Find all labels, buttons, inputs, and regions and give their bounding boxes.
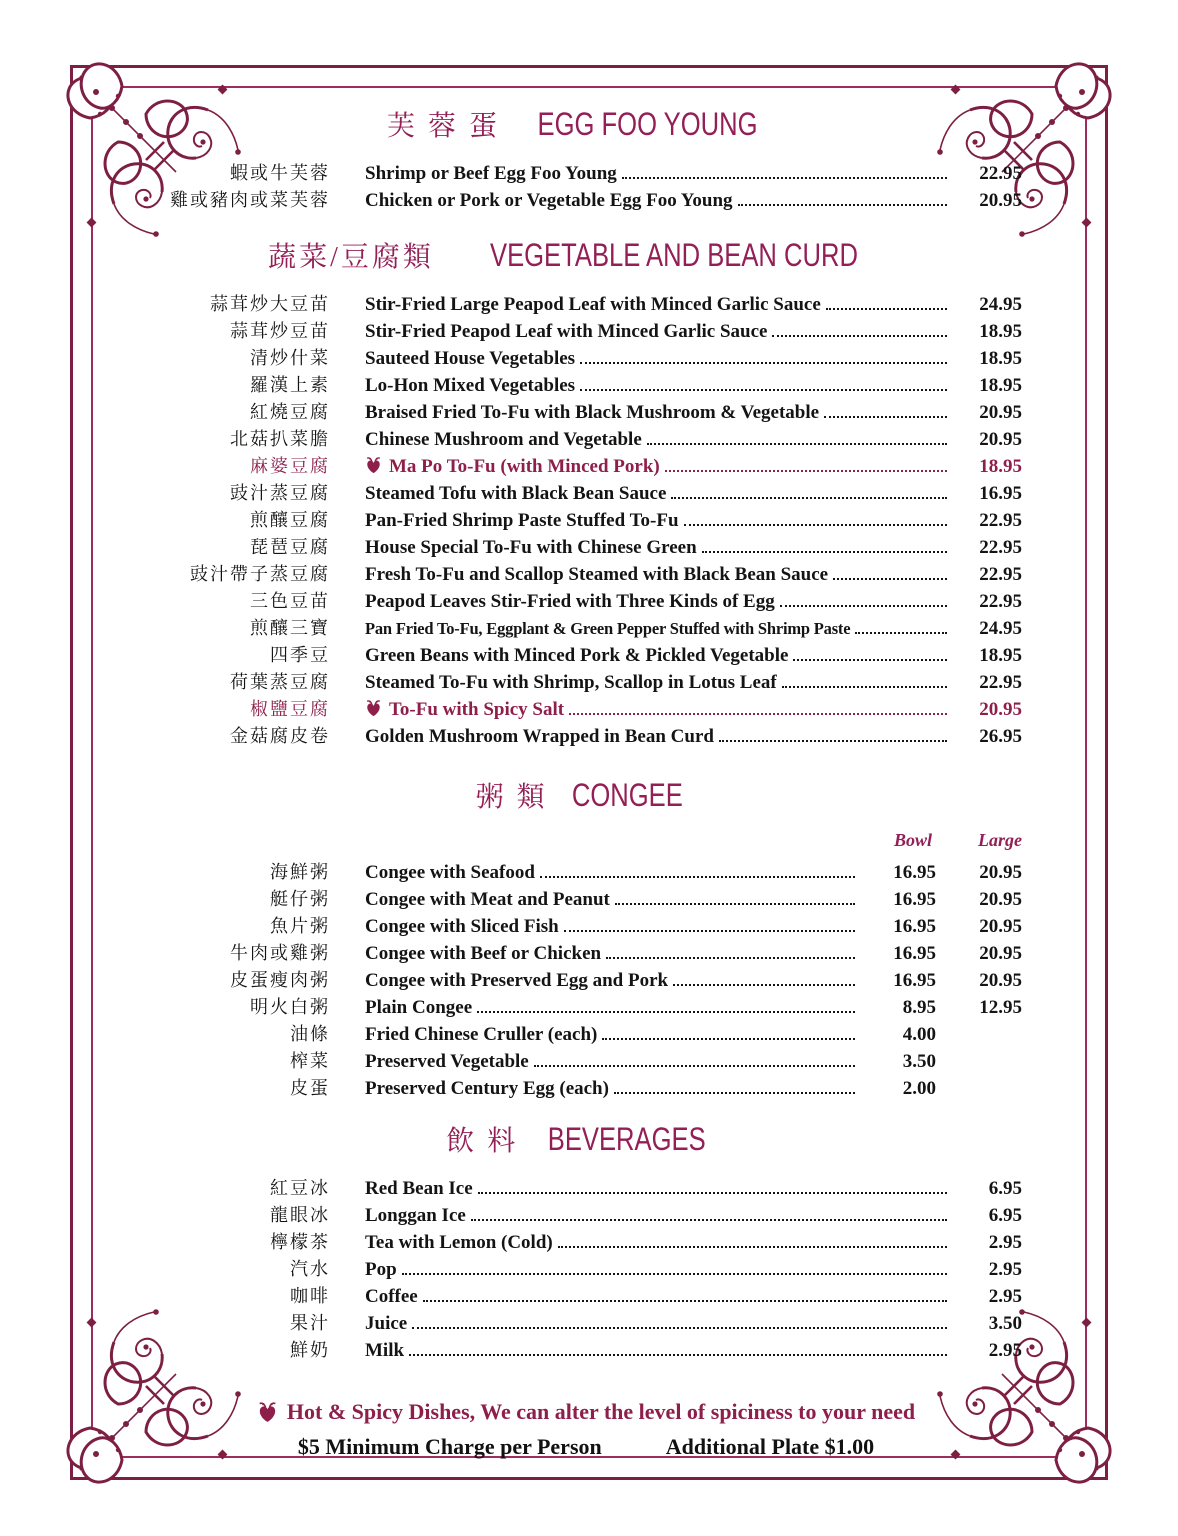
item-name-en: Ma Po To-Fu (with Minced Pork) [389, 456, 660, 477]
menu-content [150, 104, 1022, 1460]
dot-leader [782, 686, 947, 688]
item-name-en: Sauteed House Vegetables [365, 348, 576, 369]
item-price: 2.95 [988, 1340, 1022, 1361]
item-price: 6.95 [988, 1205, 1022, 1226]
menu-item-row [150, 722, 1022, 749]
dot-leader [580, 362, 947, 364]
item-name-zh: 檸檬茶 [270, 1232, 330, 1252]
menu-item-row [150, 885, 1022, 912]
item-name-zh: 咖啡 [290, 1286, 330, 1306]
section-title-zh: 飲 料 [446, 1126, 519, 1157]
item-name-en: Braised Fried To-Fu with Black Mushroom & Vegetable [365, 402, 820, 423]
item-name-en: Congee with Beef or Chicken [365, 943, 602, 964]
dot-leader [540, 876, 855, 878]
item-price-bowl: 16.95 [893, 862, 936, 883]
item-name-en: Coffee [365, 1286, 418, 1307]
dot-leader [478, 1192, 947, 1194]
menu-item-row [150, 317, 1022, 344]
menu-item-row [150, 1201, 1022, 1228]
item-price-bowl: 16.95 [893, 916, 936, 937]
item-name-zh: 豉汁帶子蒸豆腐 [190, 564, 330, 584]
item-price-large: 20.95 [979, 943, 1022, 964]
item-name-en: Preserved Vegetable [365, 1051, 529, 1072]
menu-item-row [150, 858, 1022, 885]
item-price-large: 20.95 [979, 862, 1022, 883]
menu-item-row [150, 159, 1022, 186]
menu-item-row [150, 371, 1022, 398]
dot-leader [569, 713, 947, 715]
item-price: 2.95 [988, 1286, 1022, 1307]
dot-leader [558, 1246, 947, 1248]
dot-leader [423, 1300, 947, 1302]
item-name-zh: 三色豆苗 [250, 591, 330, 611]
item-name-en: Red Bean Ice [365, 1178, 473, 1199]
item-name-en: Lo-Hon Mixed Vegetables [365, 375, 576, 396]
dot-leader [606, 957, 855, 959]
item-name-en: Steamed To-Fu with Shrimp, Scallop in Lotus Leaf [365, 672, 777, 693]
menu-item-row [150, 614, 1022, 641]
item-name-zh: 油條 [290, 1024, 330, 1044]
menu-item-row [150, 1228, 1022, 1255]
item-price: 18.95 [979, 375, 1022, 396]
dot-leader [671, 497, 947, 499]
item-name-en: Fried Chinese Cruller (each) [365, 1024, 598, 1045]
item-name-zh: 紅燒豆腐 [250, 402, 330, 422]
spicy-dishes-note [150, 1399, 1022, 1425]
section-title-zh: 芙 蓉 蛋 [386, 111, 500, 142]
item-name-zh: 蒜茸炒豆苗 [230, 321, 330, 341]
item-name-en: Plain Congee [365, 997, 473, 1018]
dot-leader [614, 1092, 855, 1094]
item-price: 26.95 [979, 726, 1022, 747]
item-name-zh: 琵琶豆腐 [250, 537, 330, 557]
dot-leader [412, 1327, 947, 1329]
dot-leader [402, 1273, 947, 1275]
item-name-en: Fresh To-Fu and Scallop Steamed with Black Bean Sauce [365, 564, 829, 585]
dot-leader [719, 740, 947, 742]
menu-section-beverages [150, 1119, 1022, 1363]
item-price: 22.95 [979, 537, 1022, 558]
menu-item-row [150, 1282, 1022, 1309]
item-price-bowl: 3.50 [902, 1051, 936, 1072]
item-price: 24.95 [979, 618, 1022, 639]
dot-leader [665, 470, 947, 472]
menu-item-row [150, 912, 1022, 939]
item-price: 20.95 [979, 699, 1022, 720]
dot-leader [684, 524, 947, 526]
item-name-en: Golden Mushroom Wrapped in Bean Curd [365, 726, 714, 747]
item-name-zh: 清炒什菜 [250, 348, 330, 368]
item-price: 22.95 [979, 510, 1022, 531]
item-price-large: 20.95 [979, 970, 1022, 991]
item-name-en: Chicken or Pork or Vegetable Egg Foo Young [365, 190, 733, 211]
dot-leader [580, 389, 947, 391]
item-name-en: Milk [365, 1340, 405, 1361]
item-price: 18.95 [979, 456, 1022, 477]
section-header [150, 235, 1022, 282]
menu-item-row [150, 479, 1022, 506]
menu-item-row [150, 587, 1022, 614]
item-price-bowl: 2.00 [902, 1078, 936, 1099]
price-column-headers [150, 830, 1022, 856]
item-name-zh: 龍眼冰 [270, 1205, 330, 1225]
item-price: 24.95 [979, 294, 1022, 315]
item-name-zh: 蝦或牛芙蓉 [230, 163, 330, 183]
item-name-en: House Special To-Fu with Chinese Green [365, 537, 697, 558]
item-price-bowl: 16.95 [893, 943, 936, 964]
item-name-zh: 皮蛋瘦肉粥 [230, 970, 330, 990]
item-name-en: To-Fu with Spicy Salt [389, 699, 565, 720]
item-price-large: 12.95 [979, 997, 1022, 1018]
item-name-zh: 煎釀三寶 [250, 618, 330, 638]
item-price: 2.95 [988, 1259, 1022, 1280]
menu-item-row [150, 1047, 1022, 1074]
item-price-large: 20.95 [979, 916, 1022, 937]
item-price: 22.95 [979, 564, 1022, 585]
item-name-en: Congee with Sliced Fish [365, 916, 559, 937]
menu-item-row [150, 186, 1022, 213]
menu-item-row [150, 993, 1022, 1020]
item-name-zh: 紅豆冰 [270, 1178, 330, 1198]
item-name-en: Steamed Tofu with Black Bean Sauce [365, 483, 667, 504]
dot-leader [622, 177, 947, 179]
dot-leader [647, 443, 947, 445]
section-title-en: EGG FOO YOUNG [537, 106, 758, 142]
menu-section-vegetable-bean-curd [150, 235, 1022, 749]
menu-item-row [150, 533, 1022, 560]
item-name-zh: 北菇扒菜膽 [230, 429, 330, 449]
menu-footer [150, 1399, 1022, 1460]
item-name-zh: 椒鹽豆腐 [250, 699, 330, 719]
minimum-charge-text: $5 Minimum Charge per Person [297, 1434, 602, 1459]
dot-leader [477, 1011, 855, 1013]
section-header [150, 104, 1022, 151]
item-name-en: Pan Fried To-Fu, Eggplant & Green Pepper Stuffed with Shrimp Paste [365, 619, 851, 638]
menu-item-row [150, 695, 1022, 722]
item-name-en: Preserved Century Egg (each) [365, 1078, 609, 1099]
menu-item-row [150, 452, 1022, 479]
item-price: 18.95 [979, 321, 1022, 342]
section-header [150, 775, 1022, 822]
item-name-en: Longgan Ice [365, 1205, 466, 1226]
item-name-zh: 魚片粥 [270, 916, 330, 936]
dot-leader [534, 1065, 855, 1067]
spicy-note-text: Hot & Spicy Dishes, We can alter the level of spiciness to your need [286, 1399, 916, 1424]
item-name-en: Juice [365, 1313, 408, 1334]
menu-section-congee [150, 775, 1022, 1101]
item-price: 20.95 [979, 429, 1022, 450]
additional-plate-text: Additional Plate $1.00 [665, 1434, 875, 1459]
item-price: 22.95 [979, 163, 1022, 184]
section-title-en: VEGETABLE AND BEAN CURD [489, 237, 858, 273]
item-price-large: 20.95 [979, 889, 1022, 910]
item-price: 6.95 [988, 1178, 1022, 1199]
item-price-bowl: 16.95 [893, 889, 936, 910]
item-price-bowl: 8.95 [902, 997, 936, 1018]
item-name-zh: 豉汁蒸豆腐 [230, 483, 330, 503]
item-price: 18.95 [979, 348, 1022, 369]
dot-leader [772, 335, 947, 337]
item-name-zh: 果汁 [290, 1313, 330, 1333]
column-header-bowl: Bowl [893, 830, 932, 850]
dot-leader [409, 1354, 947, 1356]
section-title-en: CONGEE [571, 777, 683, 813]
item-name-en: Congee with Seafood [365, 862, 535, 883]
menu-item-row [150, 1255, 1022, 1282]
section-header [150, 1119, 1022, 1166]
item-name-zh: 荷葉蒸豆腐 [230, 672, 330, 692]
menu-section-egg-foo-young [150, 104, 1022, 213]
menu-item-row [150, 290, 1022, 317]
menu-item-row [150, 398, 1022, 425]
dot-leader [826, 308, 947, 310]
menu-item-row [150, 966, 1022, 993]
item-price: 18.95 [979, 645, 1022, 666]
item-name-en: Green Beans with Minced Pork & Pickled Vegetable [365, 645, 789, 666]
item-name-zh: 汽水 [290, 1259, 330, 1279]
item-name-zh: 明火白粥 [250, 997, 330, 1017]
item-name-en: Congee with Meat and Peanut [365, 889, 610, 910]
item-price: 22.95 [979, 672, 1022, 693]
charges-line [150, 1434, 1022, 1460]
menu-item-row [150, 344, 1022, 371]
menu-item-row [150, 425, 1022, 452]
item-price: 20.95 [979, 402, 1022, 423]
item-name-en: Stir-Fried Peapod Leaf with Minced Garlic Sauce [365, 321, 768, 342]
dot-leader [793, 659, 947, 661]
item-name-en: Stir-Fried Large Peapod Leaf with Minced Garlic Sauce [365, 294, 821, 315]
item-price: 3.50 [988, 1313, 1022, 1334]
item-name-zh: 金菇腐皮卷 [230, 726, 330, 746]
item-name-zh: 海鮮粥 [270, 862, 330, 882]
menu-item-row [150, 506, 1022, 533]
dot-leader [855, 632, 947, 634]
section-title-en: BEVERAGES [548, 1121, 706, 1157]
menu-item-row [150, 1336, 1022, 1363]
item-name-en: Peapod Leaves Stir-Fried with Three Kinds of Egg [365, 591, 775, 612]
item-name-en: Shrimp or Beef Egg Foo Young [365, 163, 617, 184]
section-title-zh: 粥 類 [475, 782, 548, 813]
menu-item-row [150, 641, 1022, 668]
dot-leader [615, 903, 855, 905]
item-name-zh: 鮮奶 [290, 1340, 330, 1360]
menu-item-row [150, 1020, 1022, 1047]
item-price: 20.95 [979, 190, 1022, 211]
dot-leader [564, 930, 855, 932]
item-name-zh: 雞或豬肉或菜芙蓉 [170, 190, 330, 210]
dot-leader [833, 578, 947, 580]
menu-item-row [150, 560, 1022, 587]
menu-item-row [150, 1074, 1022, 1101]
item-name-zh: 牛肉或雞粥 [230, 943, 330, 963]
dot-leader [673, 984, 855, 986]
item-name-en: Chinese Mushroom and Vegetable [365, 429, 642, 450]
item-name-zh: 皮蛋 [290, 1078, 330, 1098]
chili-pepper-icon [365, 456, 382, 475]
dot-leader [738, 204, 947, 206]
dot-leader [702, 551, 947, 553]
item-price: 16.95 [979, 483, 1022, 504]
item-name-zh: 榨菜 [290, 1051, 330, 1071]
item-name-zh: 蒜茸炒大豆苗 [210, 294, 330, 314]
item-price-bowl: 16.95 [893, 970, 936, 991]
item-name-en: Pop [365, 1259, 397, 1280]
menu-item-row [150, 939, 1022, 966]
item-name-zh: 麻婆豆腐 [250, 456, 330, 476]
item-name-zh: 艇仔粥 [270, 889, 330, 909]
column-header-large: Large [978, 830, 1022, 850]
chili-pepper-icon [365, 699, 382, 718]
item-name-en: Tea with Lemon (Cold) [365, 1232, 553, 1253]
chili-pepper-icon [257, 1401, 278, 1424]
item-name-zh: 煎釀豆腐 [250, 510, 330, 530]
item-name-en: Pan-Fried Shrimp Paste Stuffed To-Fu [365, 510, 679, 531]
menu-item-row [150, 1309, 1022, 1336]
dot-leader [824, 416, 947, 418]
dot-leader [602, 1038, 855, 1040]
dot-leader [471, 1219, 947, 1221]
item-name-zh: 羅漢上素 [250, 375, 330, 395]
item-price: 22.95 [979, 591, 1022, 612]
item-name-zh: 四季豆 [270, 645, 330, 665]
dot-leader [780, 605, 947, 607]
item-name-en: Congee with Preserved Egg and Pork [365, 970, 669, 991]
item-price: 2.95 [988, 1232, 1022, 1253]
section-title-zh: 蔬菜/豆腐類 [268, 242, 434, 273]
item-price-bowl: 4.00 [902, 1024, 936, 1045]
menu-item-row [150, 668, 1022, 695]
menu-item-row [150, 1174, 1022, 1201]
